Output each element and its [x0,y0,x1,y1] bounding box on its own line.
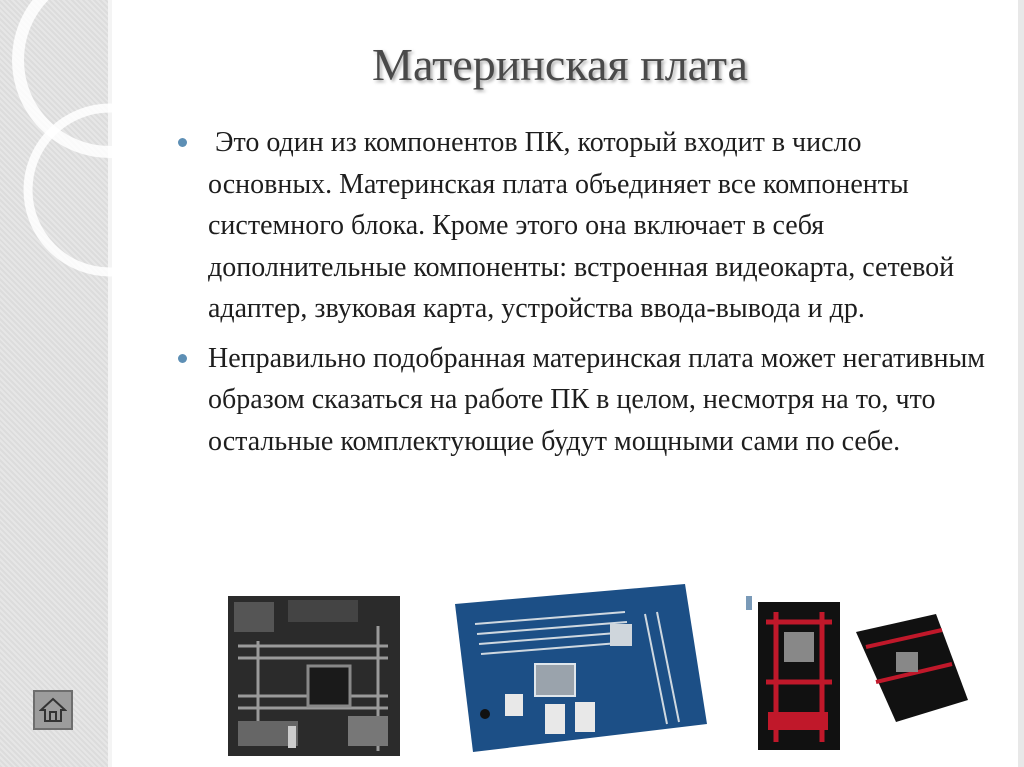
motherboard-red-image [746,592,976,752]
home-button[interactable] [33,690,73,730]
decorative-circles [0,0,120,280]
motherboard-black-image [228,596,400,756]
bullet-item [170,122,990,330]
bullet-list [170,122,990,470]
bullet-dot-icon [178,354,187,363]
bullet-dot-icon [178,138,187,147]
bullet-item [170,338,990,463]
bullet-text: Это один из компонентов ПК, который входит в число основных. Материнская плата объединяет все компоненты системного блока. Кроме этого она включает в себя дополнительные компоненты: встроенная видеокарта, сетевой адаптер, звуковая карта, устройства ввода-вывода и др. [208,127,962,324]
slide-title: Материнская плата [372,39,748,90]
home-icon [39,696,67,724]
bullet-text: Неправильно подобранная материнская плата может негативным образом сказаться на работе ПК в целом, несмотря на то, что остальные комплектующие будут мощными сами по себе. [208,342,986,457]
right-edge [1018,0,1024,767]
motherboard-blue-image [445,584,713,754]
